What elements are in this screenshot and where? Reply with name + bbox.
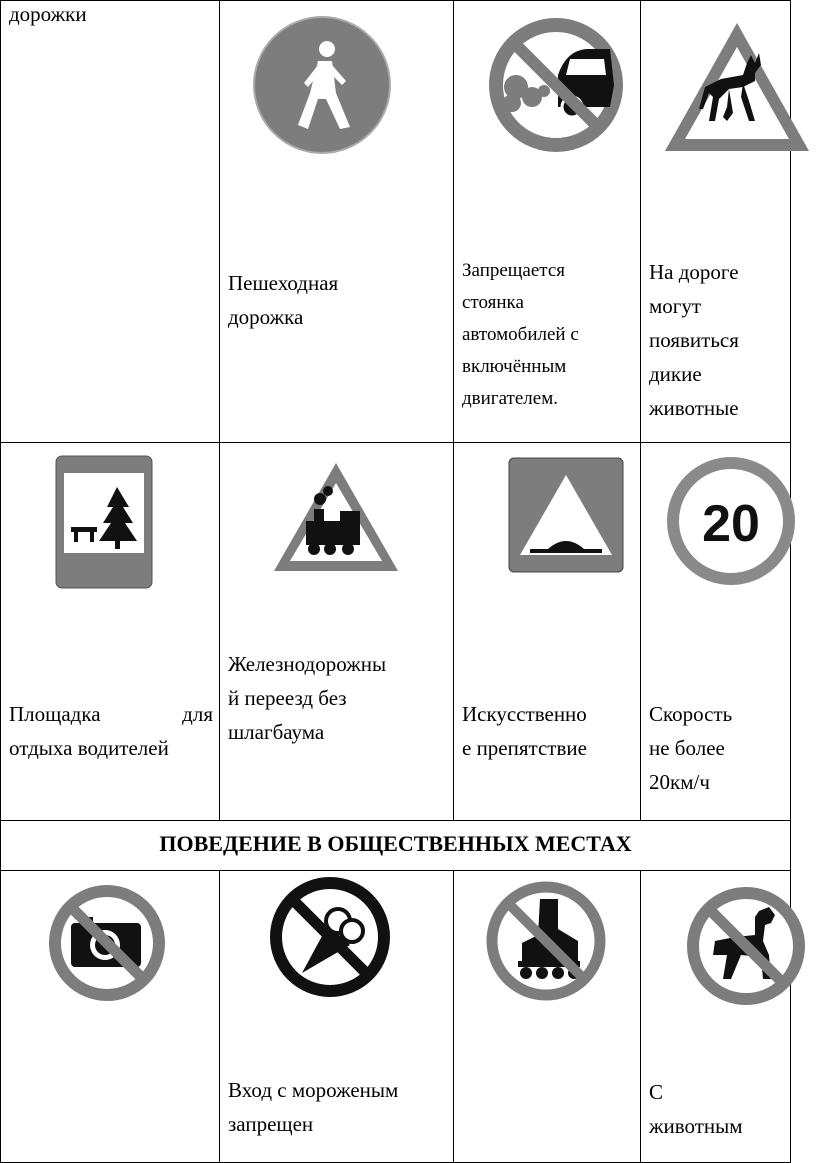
caption-line: дикие	[649, 362, 702, 386]
caption-line: Искусственно	[462, 702, 587, 726]
section-heading: ПОВЕДЕНИЕ В ОБЩЕСТВЕННЫХ МЕСТАХ	[159, 831, 632, 856]
cell-railway-crossing	[220, 443, 454, 821]
caption-line: стоянка	[462, 292, 524, 313]
no-engine-idle-sign-icon	[486, 15, 626, 155]
table-row	[1, 821, 791, 871]
speed-bump-sign-icon	[508, 457, 624, 573]
caption-line: Скорость	[649, 702, 733, 726]
cell-no-animals	[641, 871, 791, 1163]
caption-text	[649, 1075, 784, 1143]
caption-text	[228, 1073, 447, 1141]
caption-text	[228, 647, 447, 749]
caption-line: На дороге	[649, 260, 739, 284]
caption-text	[228, 266, 447, 334]
caption-line: включённым	[462, 356, 567, 377]
caption-line: Пешеходная	[228, 271, 339, 295]
caption-line: отдыха водителей	[9, 736, 169, 760]
caption-line: животные	[649, 396, 739, 420]
cell-no-ice-cream	[220, 871, 454, 1163]
table-row	[1, 871, 791, 1163]
cell-speed-limit	[641, 443, 791, 821]
cell-wild-animals	[641, 1, 791, 443]
caption-line: не более	[649, 736, 725, 760]
caption-line: автомобилей с	[462, 324, 579, 345]
caption-line: двигателем.	[462, 388, 558, 409]
cell-speed-bump	[454, 443, 641, 821]
caption-line: е препятствие	[462, 736, 587, 760]
caption-text	[9, 697, 213, 765]
no-ice-cream-sign-icon	[268, 875, 392, 999]
caption-line: Железнодорожны	[228, 652, 387, 676]
railway-crossing-sign-icon	[270, 459, 402, 577]
no-photo-sign-icon	[47, 883, 167, 1003]
caption-text: дорожки	[9, 2, 87, 26]
caption-line: появиться	[649, 328, 739, 352]
caption-word: Площадка	[9, 702, 101, 726]
caption-text	[649, 697, 784, 799]
speed-limit-value: 20	[702, 495, 760, 553]
caption-word: для	[182, 702, 213, 726]
rest-area-sign-icon	[55, 455, 153, 589]
wild-animals-warning-sign-icon	[659, 17, 815, 159]
cell-no-photo	[1, 871, 220, 1163]
no-animals-sign-icon	[685, 885, 807, 1007]
section-heading-cell	[1, 821, 791, 871]
caption-line: Запрещается	[462, 260, 566, 281]
caption-line: шлагбаума	[228, 720, 325, 744]
caption-line: Вход с мороженым	[228, 1078, 399, 1102]
caption-line: й переезд без	[228, 686, 347, 710]
caption-text	[462, 255, 634, 415]
table-row	[1, 443, 791, 821]
cell-rest-area	[1, 443, 220, 821]
no-rollerblades-sign-icon	[486, 879, 606, 1003]
table-row	[1, 1, 791, 443]
speed-limit-sign-icon	[665, 455, 797, 587]
caption-text	[649, 255, 784, 425]
caption-line: С	[649, 1080, 664, 1104]
caption-line: запрещен	[228, 1112, 314, 1136]
caption-text	[462, 697, 634, 765]
caption-line	[9, 697, 213, 731]
pedestrian-sign-icon	[252, 13, 392, 157]
cell-pedestrian-path	[220, 1, 454, 443]
cell-pedestrian-continued	[1, 1, 220, 443]
cell-no-rollerblades	[454, 871, 641, 1163]
caption-line: дорожка	[228, 305, 304, 329]
caption-line: животным	[649, 1114, 743, 1138]
caption-line: могут	[649, 294, 702, 318]
caption-line: 20км/ч	[649, 770, 710, 794]
cell-no-idle-parking	[454, 1, 641, 443]
